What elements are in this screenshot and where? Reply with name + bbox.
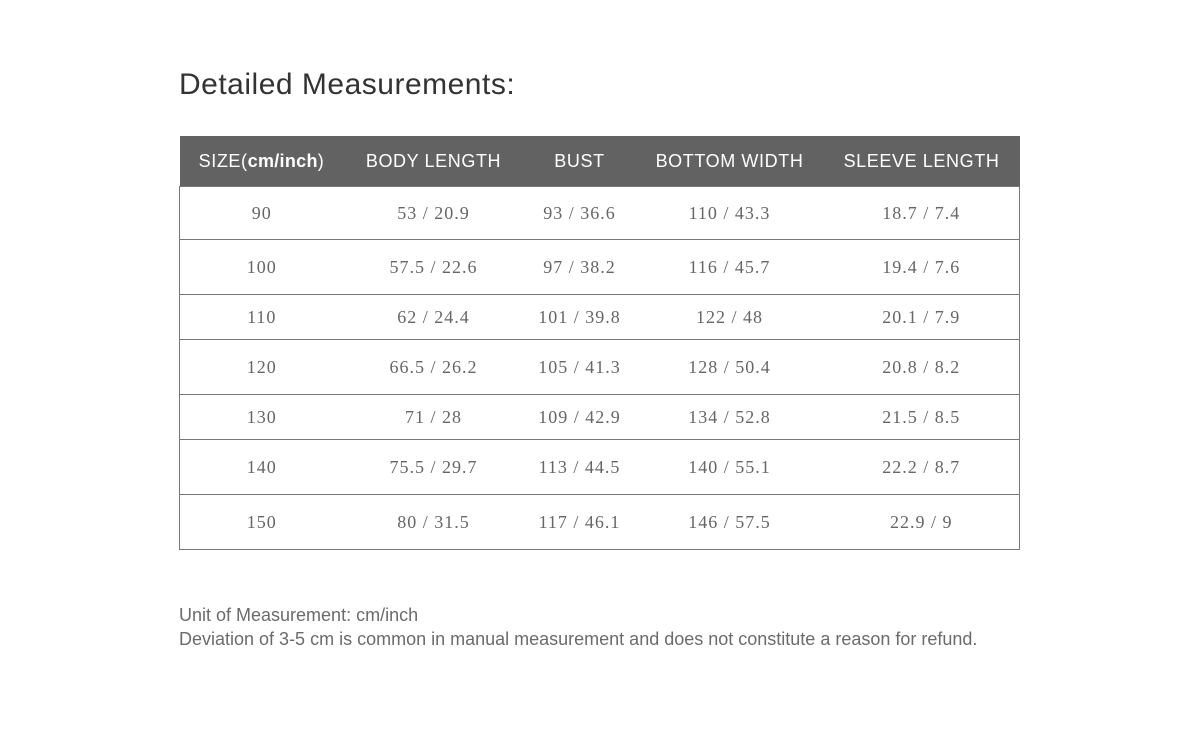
- cell-bust: 117 / 46.1: [524, 495, 636, 550]
- cell-sleeve-length: 19.4 / 7.6: [824, 240, 1020, 295]
- cell-size: 100: [180, 240, 344, 295]
- cell-bust: 109 / 42.9: [524, 395, 636, 440]
- measurements-table: [179, 136, 1020, 550]
- cell-body-length: 62 / 24.4: [344, 295, 524, 340]
- cell-size: 140: [180, 440, 344, 495]
- table-row: [180, 340, 1020, 395]
- cell-bust: 105 / 41.3: [524, 340, 636, 395]
- cell-size: 90: [180, 187, 344, 240]
- page-title: Detailed Measurements:: [179, 68, 516, 101]
- table-row: [180, 395, 1020, 440]
- cell-size: 120: [180, 340, 344, 395]
- cell-sleeve-length: 22.9 / 9: [824, 495, 1020, 550]
- cell-sleeve-length: 20.8 / 8.2: [824, 340, 1020, 395]
- header-size-prefix: SIZE(: [198, 150, 248, 171]
- deviation-note: Deviation of 3-5 cm is common in manual measurement and does not constitute a reason for refund.: [179, 629, 978, 649]
- cell-body-length: 66.5 / 26.2: [344, 340, 524, 395]
- header-size-unit: cm/inch: [247, 150, 318, 171]
- cell-body-length: 80 / 31.5: [344, 495, 524, 550]
- header-body-length: BODY LENGTH: [344, 136, 524, 187]
- cell-size: 110: [180, 295, 344, 340]
- header-size-suffix: ): [317, 150, 325, 171]
- cell-bottom-width: 146 / 57.5: [636, 495, 824, 550]
- cell-bottom-width: 116 / 45.7: [636, 240, 824, 295]
- header-bust: BUST: [524, 136, 636, 187]
- cell-sleeve-length: 21.5 / 8.5: [824, 395, 1020, 440]
- header-bottom-width: BOTTOM WIDTH: [636, 136, 824, 187]
- table-header-row: [180, 136, 1020, 187]
- cell-bottom-width: 140 / 55.1: [636, 440, 824, 495]
- table-row: [180, 187, 1020, 240]
- measurement-notes: [179, 603, 977, 651]
- cell-bust: 93 / 36.6: [524, 187, 636, 240]
- cell-body-length: 53 / 20.9: [344, 187, 524, 240]
- header-sleeve-length: SLEEVE LENGTH: [824, 136, 1020, 187]
- cell-bottom-width: 110 / 43.3: [636, 187, 824, 240]
- header-size: [180, 136, 344, 187]
- cell-bottom-width: 128 / 50.4: [636, 340, 824, 395]
- cell-bust: 97 / 38.2: [524, 240, 636, 295]
- cell-bottom-width: 122 / 48: [636, 295, 824, 340]
- cell-body-length: 57.5 / 22.6: [344, 240, 524, 295]
- table-row: [180, 440, 1020, 495]
- table-row: [180, 295, 1020, 340]
- cell-sleeve-length: 20.1 / 7.9: [824, 295, 1020, 340]
- cell-size: 150: [180, 495, 344, 550]
- table-row: [180, 240, 1020, 295]
- cell-sleeve-length: 22.2 / 8.7: [824, 440, 1020, 495]
- cell-body-length: 75.5 / 29.7: [344, 440, 524, 495]
- cell-sleeve-length: 18.7 / 7.4: [824, 187, 1020, 240]
- cell-bust: 113 / 44.5: [524, 440, 636, 495]
- unit-note: Unit of Measurement: cm/inch: [179, 605, 419, 625]
- cell-size: 130: [180, 395, 344, 440]
- cell-bottom-width: 134 / 52.8: [636, 395, 824, 440]
- cell-bust: 101 / 39.8: [524, 295, 636, 340]
- cell-body-length: 71 / 28: [344, 395, 524, 440]
- table-row: [180, 495, 1020, 550]
